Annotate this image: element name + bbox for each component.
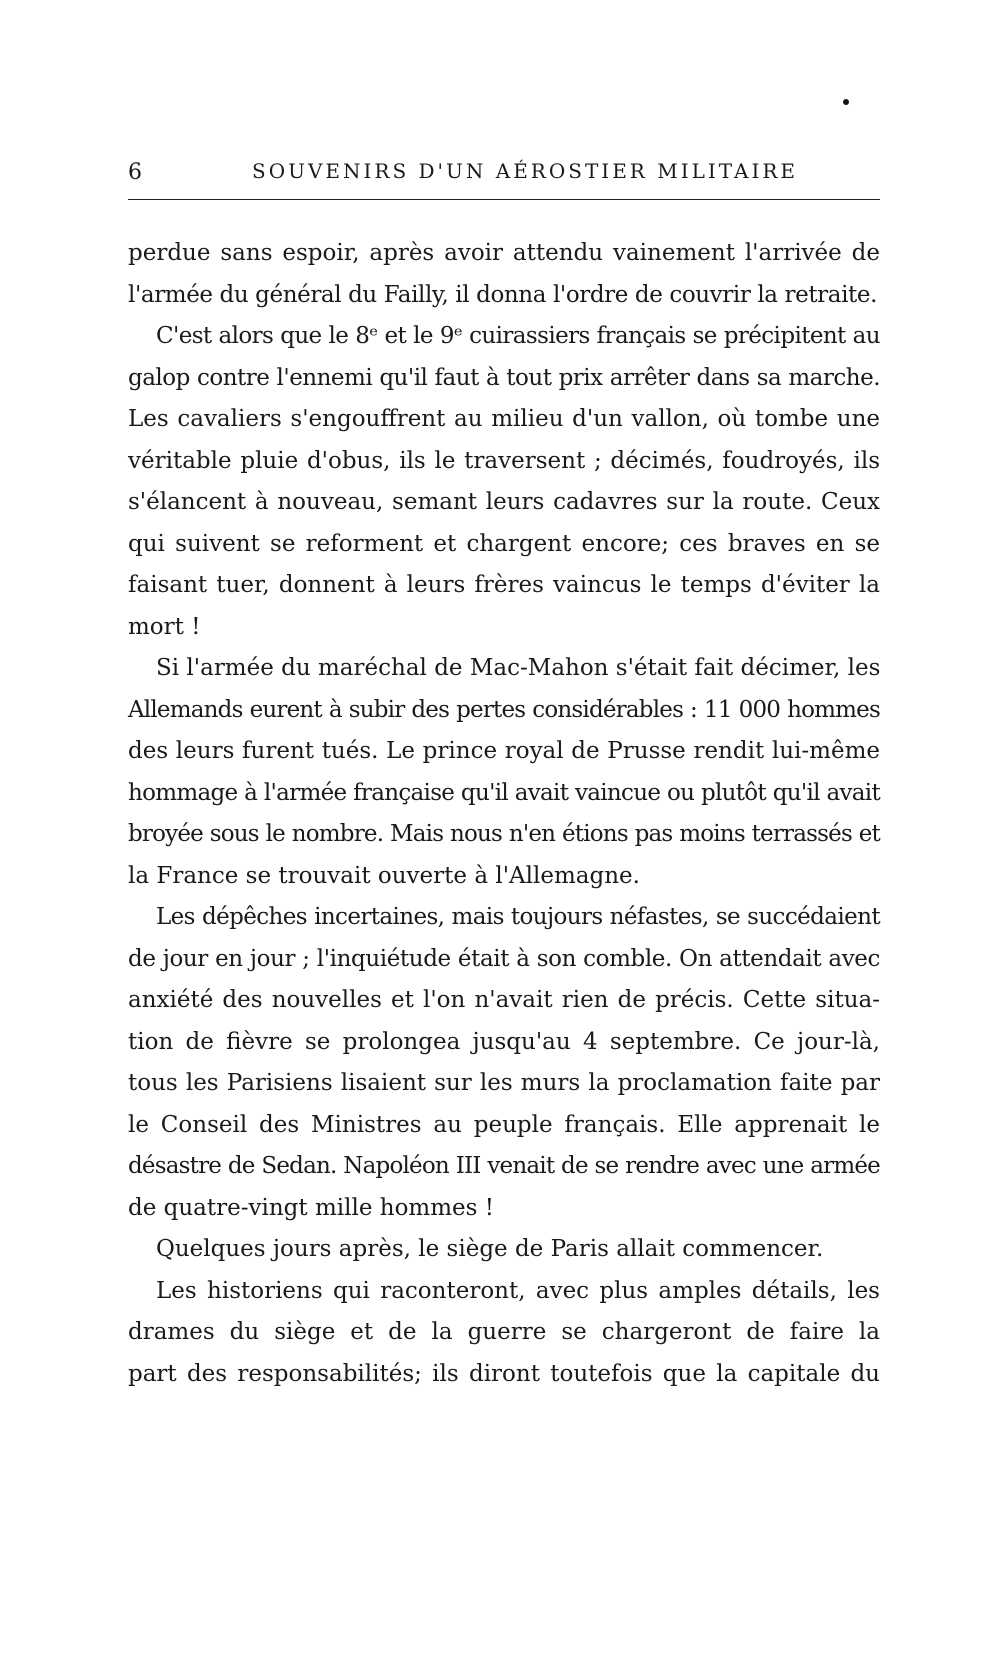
text-line: broyée sous le nombre. Mais nous n'en étions pas moins terrassés et: [128, 821, 880, 847]
header-rule: [128, 199, 880, 200]
text-line: l'armée du général du Failly, il donna l'ordre de couvrir la retraite.: [128, 281, 877, 308]
text-line: part des responsabilités; ils diront toutefois que la capitale du: [128, 1360, 880, 1387]
text-line: Quelques jours après, le siège de Paris allait commencer.: [156, 1236, 824, 1262]
text-line: tous les Parisiens lisaient sur les murs la proclamation faite par: [128, 1070, 880, 1096]
text-line: désastre de Sedan. Napoléon III venait de se rendre avec une armée: [128, 1153, 880, 1179]
text-line: s'élancent à nouveau, semant leurs cadavres sur la route. Ceux: [128, 489, 880, 515]
text-line: véritable pluie d'obus, ils le traversent ; décimés, foudroyés, ils: [128, 447, 880, 474]
ink-dot: [843, 99, 849, 105]
text-line: tion de fièvre se prolongea jusqu'au 4 septembre. Ce jour-là,: [128, 1028, 880, 1055]
text-line: Les historiens qui raconteront, avec plus amples détails, les: [156, 1277, 880, 1304]
text-line: de jour en jour ; l'inquiétude était à son comble. On attendait avec: [128, 945, 880, 972]
text-line: C'est alors que le 8ᵉ et le 9ᵉ cuirassiers français se précipitent au: [156, 323, 880, 349]
running-title: SOUVENIRS D'UN AÉROSTIER MILITAIRE: [252, 159, 799, 183]
text-line: galop contre l'ennemi qu'il faut à tout prix arrêter dans sa marche.: [128, 364, 880, 391]
text-line: Les cavaliers s'engouffrent au milieu d'un vallon, où tombe une: [128, 406, 880, 432]
text-line: drames du siège et de la guerre se chargeront de faire la: [128, 1319, 880, 1345]
text-line: mort !: [128, 613, 201, 640]
text-line: anxiété des nouvelles et l'on n'avait rien de précis. Cette situa-: [128, 987, 880, 1013]
text-line: Allemands eurent à subir des pertes considérables : 11 000 hommes: [128, 696, 880, 723]
text-line: le Conseil des Ministres au peuple français. Elle apprenait le: [128, 1111, 880, 1138]
text-line: la France se trouvait ouverte à l'Allemagne.: [128, 862, 640, 889]
page-number: 6: [128, 160, 143, 185]
text-line: des leurs furent tués. Le prince royal de Prusse rendit lui-même: [128, 738, 880, 764]
text-line: qui suivent se reforment et chargent encore; ces braves en se: [128, 530, 880, 557]
text-line: faisant tuer, donnent à leurs frères vaincus le temps d'éviter la: [128, 572, 880, 598]
text-line: perdue sans espoir, après avoir attendu vainement l'arrivée de: [128, 240, 880, 266]
text-line: Les dépêches incertaines, mais toujours néfastes, se succédaient: [156, 904, 880, 930]
body-text: [128, 233, 880, 1395]
text-line: de quatre-vingt mille hommes !: [128, 1194, 495, 1221]
text-line: Si l'armée du maréchal de Mac-Mahon s'était fait décimer, les: [156, 655, 881, 681]
text-line: hommage à l'armée française qu'il avait vaincue ou plutôt qu'il avait: [128, 779, 880, 806]
